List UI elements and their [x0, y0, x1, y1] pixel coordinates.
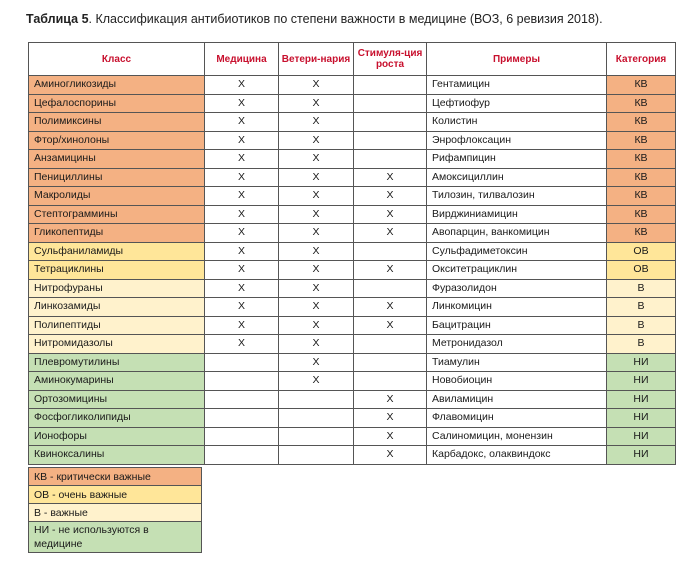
example-cell: Энрофлоксацин [427, 131, 607, 150]
example-cell: Гентамицин [427, 76, 607, 95]
legend-table [28, 467, 202, 553]
veterinary-cell: X [279, 150, 354, 169]
category-cell: ОВ [607, 242, 676, 261]
class-cell: Фтор/хинолоны [29, 131, 205, 150]
example-cell: Флавомицин [427, 409, 607, 428]
growth-cell: X [354, 261, 427, 280]
class-cell: Линкозамиды [29, 298, 205, 317]
class-cell: Фосфогликолипиды [29, 409, 205, 428]
growth-cell [354, 76, 427, 95]
growth-cell [354, 150, 427, 169]
veterinary-cell: X [279, 76, 354, 95]
example-cell: Окситетрациклин [427, 261, 607, 280]
veterinary-cell: X [279, 335, 354, 354]
class-cell: Гликопептиды [29, 224, 205, 243]
table-row [29, 187, 676, 206]
growth-cell [354, 131, 427, 150]
table-row [29, 94, 676, 113]
veterinary-cell: X [279, 113, 354, 132]
table-row [29, 150, 676, 169]
table-row [29, 205, 676, 224]
growth-cell: X [354, 409, 427, 428]
example-cell: Метронидазол [427, 335, 607, 354]
header-medicine: Медицина [205, 43, 279, 76]
table-row [29, 242, 676, 261]
example-cell: Карбадокс, олаквиндокс [427, 446, 607, 465]
example-cell: Фуразолидон [427, 279, 607, 298]
header-category: Категория [607, 43, 676, 76]
legend-item: ОВ - очень важные [29, 486, 202, 504]
class-cell: Аминогликозиды [29, 76, 205, 95]
legend-item: КВ - критически важные [29, 468, 202, 486]
medicine-cell: X [205, 279, 279, 298]
class-cell: Ионофоры [29, 427, 205, 446]
category-cell: НИ [607, 353, 676, 372]
medicine-cell: X [205, 224, 279, 243]
caption-text: . Классификация антибиотиков по степени важности в медицине (ВОЗ, 6 ревизия 2018). [88, 12, 603, 26]
table-row [29, 131, 676, 150]
header-row [29, 43, 676, 76]
class-cell: Нитромидазолы [29, 335, 205, 354]
table-row [29, 261, 676, 280]
medicine-cell: X [205, 316, 279, 335]
category-cell: В [607, 335, 676, 354]
example-cell: Амоксициллин [427, 168, 607, 187]
class-cell: Стептограммины [29, 205, 205, 224]
veterinary-cell: X [279, 131, 354, 150]
medicine-cell: X [205, 261, 279, 280]
class-cell: Ортозомицины [29, 390, 205, 409]
class-cell: Сульфаниламиды [29, 242, 205, 261]
veterinary-cell: X [279, 372, 354, 391]
table-body [29, 76, 676, 465]
example-cell: Тилозин, тилвалозин [427, 187, 607, 206]
growth-cell [354, 372, 427, 391]
veterinary-cell [279, 409, 354, 428]
veterinary-cell: X [279, 242, 354, 261]
category-cell: ОВ [607, 261, 676, 280]
category-cell: НИ [607, 427, 676, 446]
table-row [29, 113, 676, 132]
veterinary-cell [279, 390, 354, 409]
category-cell: В [607, 316, 676, 335]
growth-cell [354, 279, 427, 298]
category-cell: КВ [607, 94, 676, 113]
example-cell: Салиномицин, монензин [427, 427, 607, 446]
category-cell: КВ [607, 224, 676, 243]
example-cell: Сульфадиметоксин [427, 242, 607, 261]
class-cell: Пенициллины [29, 168, 205, 187]
example-cell: Линкомицин [427, 298, 607, 317]
growth-cell: X [354, 187, 427, 206]
class-cell: Аминокумарины [29, 372, 205, 391]
class-cell: Цефалоспорины [29, 94, 205, 113]
category-cell: КВ [607, 131, 676, 150]
growth-cell [354, 94, 427, 113]
medicine-cell [205, 427, 279, 446]
medicine-cell: X [205, 150, 279, 169]
table-row [29, 372, 676, 391]
veterinary-cell: X [279, 187, 354, 206]
legend-row [29, 486, 202, 504]
table-row [29, 409, 676, 428]
example-cell: Колистин [427, 113, 607, 132]
example-cell: Вирджиниамицин [427, 205, 607, 224]
category-cell: НИ [607, 409, 676, 428]
example-cell: Цефтиофур [427, 94, 607, 113]
table-row [29, 76, 676, 95]
category-cell: НИ [607, 372, 676, 391]
legend-body [29, 468, 202, 553]
class-cell: Плевромутилины [29, 353, 205, 372]
growth-cell [354, 353, 427, 372]
header-examples: Примеры [427, 43, 607, 76]
category-cell: В [607, 279, 676, 298]
growth-cell: X [354, 168, 427, 187]
example-cell: Рифампицин [427, 150, 607, 169]
medicine-cell: X [205, 242, 279, 261]
medicine-cell: X [205, 298, 279, 317]
table-caption [26, 12, 603, 26]
medicine-cell: X [205, 335, 279, 354]
growth-cell: X [354, 446, 427, 465]
example-cell: Тиамулин [427, 353, 607, 372]
growth-cell [354, 335, 427, 354]
veterinary-cell [279, 427, 354, 446]
growth-cell: X [354, 205, 427, 224]
veterinary-cell [279, 446, 354, 465]
table-row [29, 316, 676, 335]
class-cell: Тетрациклины [29, 261, 205, 280]
class-cell: Анзамицины [29, 150, 205, 169]
class-cell: Полипептиды [29, 316, 205, 335]
medicine-cell: X [205, 113, 279, 132]
table-row [29, 427, 676, 446]
class-cell: Нитрофураны [29, 279, 205, 298]
category-cell: КВ [607, 187, 676, 206]
category-cell: КВ [607, 76, 676, 95]
header-growth: Стимуля-ция роста [354, 43, 427, 76]
table-row [29, 390, 676, 409]
veterinary-cell: X [279, 205, 354, 224]
veterinary-cell: X [279, 94, 354, 113]
legend-row [29, 522, 202, 553]
category-cell: КВ [607, 168, 676, 187]
veterinary-cell: X [279, 279, 354, 298]
legend-item: В - важные [29, 504, 202, 522]
legend-row [29, 468, 202, 486]
medicine-cell [205, 390, 279, 409]
medicine-cell [205, 353, 279, 372]
category-cell: В [607, 298, 676, 317]
medicine-cell [205, 409, 279, 428]
growth-cell: X [354, 390, 427, 409]
veterinary-cell: X [279, 224, 354, 243]
header-class: Класс [29, 43, 205, 76]
antibiotics-table [28, 42, 676, 465]
growth-cell: X [354, 298, 427, 317]
example-cell: Новобиоцин [427, 372, 607, 391]
class-cell: Полимиксины [29, 113, 205, 132]
veterinary-cell: X [279, 316, 354, 335]
table-row [29, 335, 676, 354]
category-cell: КВ [607, 150, 676, 169]
growth-cell [354, 113, 427, 132]
category-cell: НИ [607, 390, 676, 409]
class-cell: Макролиды [29, 187, 205, 206]
medicine-cell [205, 446, 279, 465]
example-cell: Бацитрацин [427, 316, 607, 335]
medicine-cell: X [205, 205, 279, 224]
medicine-cell: X [205, 94, 279, 113]
veterinary-cell: X [279, 168, 354, 187]
table-row [29, 224, 676, 243]
veterinary-cell: X [279, 261, 354, 280]
medicine-cell [205, 372, 279, 391]
medicine-cell: X [205, 131, 279, 150]
legend-row [29, 504, 202, 522]
legend-item: НИ - не используются в медицине [29, 522, 202, 553]
growth-cell: X [354, 316, 427, 335]
category-cell: НИ [607, 446, 676, 465]
growth-cell [354, 242, 427, 261]
veterinary-cell: X [279, 353, 354, 372]
growth-cell: X [354, 427, 427, 446]
category-cell: КВ [607, 205, 676, 224]
table-row [29, 298, 676, 317]
example-cell: Авопарцин, ванкомицин [427, 224, 607, 243]
medicine-cell: X [205, 76, 279, 95]
header-veterinary: Ветери-нария [279, 43, 354, 76]
class-cell: Квиноксалины [29, 446, 205, 465]
example-cell: Авиламицин [427, 390, 607, 409]
table-row [29, 446, 676, 465]
category-cell: КВ [607, 113, 676, 132]
medicine-cell: X [205, 187, 279, 206]
table-row [29, 279, 676, 298]
caption-label: Таблица 5 [26, 12, 89, 26]
table-row [29, 353, 676, 372]
table-row [29, 168, 676, 187]
medicine-cell: X [205, 168, 279, 187]
veterinary-cell: X [279, 298, 354, 317]
growth-cell: X [354, 224, 427, 243]
